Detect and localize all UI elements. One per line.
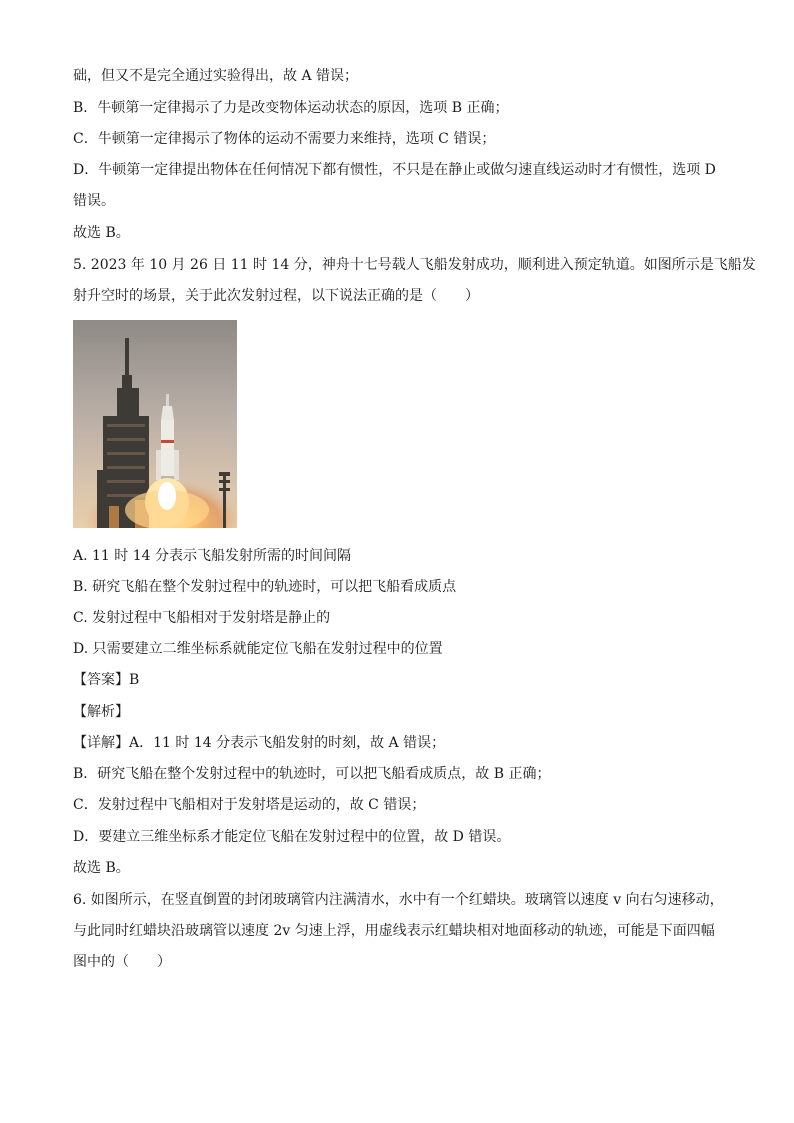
question-5-conclusion: 故选 B。 — [73, 860, 130, 876]
question-5-option-d: D. 只需要建立二维坐标系就能定位飞船在发射过程中的位置 — [73, 641, 443, 657]
question-6-stem-line: 与此同时红蜡块沿玻璃管以速度 2v 匀速上浮，用虚线表示红蜡块相对地面移动的轨迹，可能是下面四幅 — [73, 923, 715, 939]
prev-explanation-line: 础，但又不是完全通过实验得出，故 A 错误； — [73, 68, 359, 84]
prev-explanation-line: 错误。 — [73, 193, 115, 209]
question-5-option-a: A. 11 时 14 分表示飞船发射所需的时间间隔 — [73, 548, 351, 564]
question-5-explanation-line: B．研究飞船在整个发射过程中的轨迹时，可以把飞船看成质点，故 B 正确； — [73, 766, 551, 782]
question-5-stem-line: 5. 2023 年 10 月 26 日 11 时 14 分，神舟十七号载人飞船发射成功，顺利进入预定轨道。如图所示是飞船发 — [73, 257, 756, 273]
prev-explanation-line: B．牛顿第一定律揭示了力是改变物体运动状态的原因，选项 B 正确； — [73, 100, 509, 116]
rocket-launch-photo — [73, 320, 237, 528]
question-5-option-b: B. 研究飞船在整个发射过程中的轨迹时，可以把飞船看成质点 — [73, 579, 457, 595]
question-5-answer: 【答案】B — [73, 672, 140, 688]
question-5-explanation-line: D．要建立三维坐标系才能定位飞船在发射过程中的位置，故 D 错误。 — [73, 829, 511, 845]
question-5-stem-line: 射升空时的场景，关于此次发射过程，以下说法正确的是（ ） — [73, 288, 479, 304]
question-5-analysis-heading: 【解析】 — [73, 704, 129, 720]
prev-conclusion: 故选 B。 — [73, 225, 130, 241]
question-5-option-c: C. 发射过程中飞船相对于发射塔是静止的 — [73, 610, 331, 626]
question-6-stem-line: 6. 如图所示，在竖直倒置的封闭玻璃管内注满清水，水中有一个红蜡块。玻璃管以速度 v 向右匀速移动， — [73, 892, 724, 908]
prev-explanation-line: D．牛顿第一定律提出物体在任何情况下都有惯性，不只是在静止或做匀速直线运动时才有惯性，选项 D — [73, 162, 716, 178]
question-5-explanation-line: C．发射过程中飞船相对于发射塔是运动的，故 C 错误； — [73, 797, 426, 813]
prev-explanation-line: C．牛顿第一定律揭示了物体的运动不需要力来维持，选项 C 错误； — [73, 131, 496, 147]
question-6-stem-line: 图中的（ ） — [73, 954, 171, 970]
question-5-explanation-line: 【详解】A．11 时 14 分表示飞船发射的时刻，故 A 错误； — [73, 735, 446, 751]
